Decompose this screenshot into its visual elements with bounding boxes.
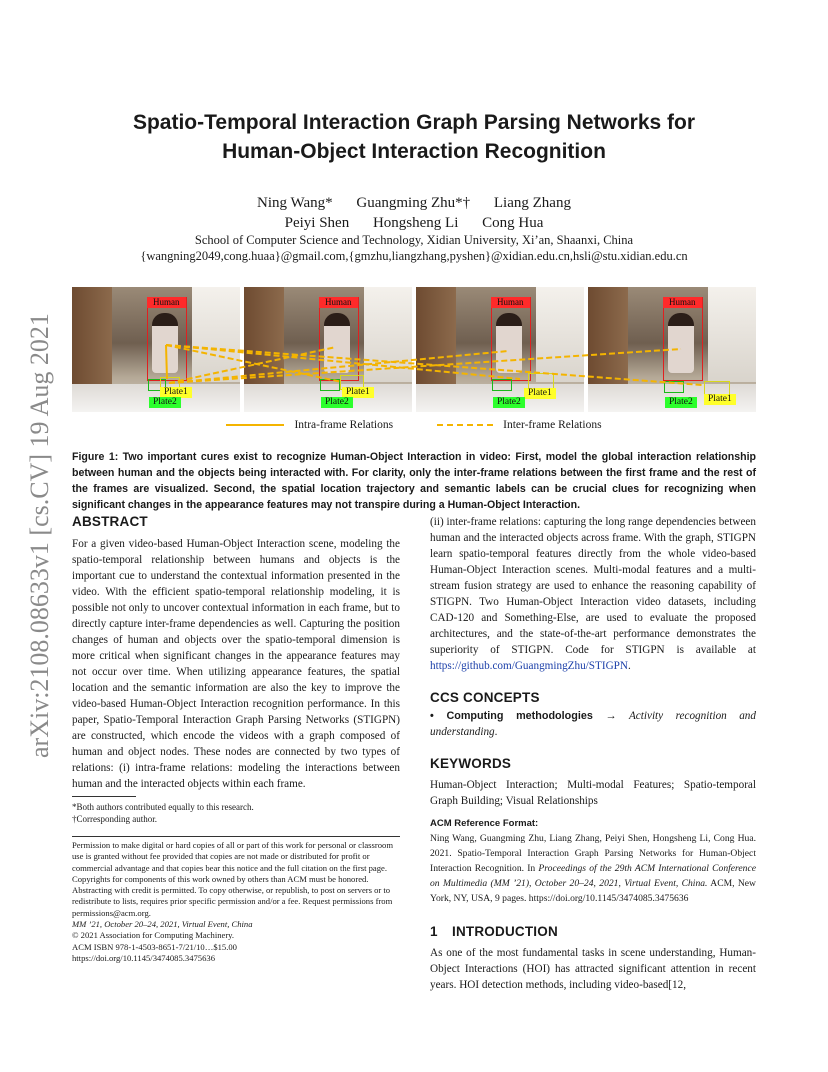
solid-line-swatch: [226, 424, 284, 426]
ccs-heading: CCS CONCEPTS: [430, 690, 540, 705]
author-name: Cong Hua: [482, 215, 544, 231]
video-frame: [416, 287, 584, 412]
author-list: [70, 193, 758, 233]
permission-text: Permission to make digital or hard copies of all or part of this work for personal or classroom use is granted without fee provided that copies are not made or distributed for profit or commercial advantage and that copies bear this notice and the full citation on the first page. Copyrights for components of this work owned by others than ACM must be honored. Abstracting with credit is permitted. To copy otherwise, or republish, to post on servers or to redistribute to lists, requires prior specific permission and/or a fee. Request permissions from permissions@acm.org.: [72, 840, 393, 918]
human-label: Human: [319, 297, 358, 308]
left-column: [72, 512, 400, 792]
abstract-text: For a given video-based Human-Object Interaction scene, modeling the spatio-temporal relationship between humans and objects is the important cue to understand the contextual information presented in the video. With the efficient spatio-temporal relationship modeling, it is possible not only to uncover contextual information in each frame, but to directly capture inter-frame dependencies as well. Capturing the position changes of human and objects over the spatio-temporal dimension is more critical when significant changes in the appearance features may not occur over time. When utilizing appearance features, the spatial location and the semantic information are also the key to improve the video-based Human-Object Interaction recognition performance. In this paper, Spatio-Temporal Interaction Graph Parsing Networks (STIGPN) are constructed, which encode the videos with a graph composed of human and object nodes. These nodes are connected by two types of relations: (i) intra-frame relations: modeling the interactions between human and the interacted objects within each frame.: [72, 538, 400, 790]
legend-inter-label: Inter-frame Relations: [503, 419, 602, 431]
plate2-label: Plate2: [665, 397, 697, 408]
plate2-bounding-box: [320, 379, 340, 391]
human-bounding-box: [663, 297, 703, 381]
doi-line: https://doi.org/10.1145/3474085.3475636: [72, 952, 215, 963]
abstract-end: .: [627, 660, 631, 672]
abstract-continued: [430, 514, 756, 674]
author-name: Ning Wang*: [257, 195, 333, 211]
right-column: [430, 514, 756, 993]
human-bounding-box: [147, 297, 187, 381]
ccs-arrow: →: [592, 710, 629, 722]
acm-reference-publisher: ACM, New York, NY, USA, 9 pages. https://doi.org/10.1145/3474085.3475636: [430, 878, 756, 904]
acm-reference-authors: Ning Wang, Guangming Zhu, Liang Zhang, Peiyi Shen, Hongsheng Li, Cong Hua. 2021. Spatio-Temporal Interaction Graph Parsing Networks for Human-Object Interaction Recognition. In: [430, 833, 756, 874]
introduction-heading: [430, 922, 756, 942]
plate1-bounding-box: [528, 373, 554, 389]
section-number: 1: [430, 924, 438, 939]
plate1-bounding-box: [704, 381, 730, 395]
human-label: Human: [491, 297, 530, 308]
plate2-bounding-box: [492, 379, 512, 391]
affiliation: School of Computer Science and Technology, Xidian University, Xi’an, Shaanxi, China: [194, 233, 634, 247]
acm-reference-venue: Proceedings of the 29th ACM International Conference on Multimedia (MM ’21), October 20–24, 2021, Virtual Event, China.: [430, 863, 756, 889]
keywords-heading: KEYWORDS: [430, 756, 512, 771]
ccs-category: • Computing methodologies: [430, 710, 593, 722]
video-frame: [72, 287, 240, 412]
ccs-item: Activity recognition and understanding: [430, 710, 756, 738]
legend-intra-label: Intra-frame Relations: [294, 419, 394, 431]
section-title: INTRODUCTION: [452, 924, 558, 939]
author-name: Liang Zhang: [493, 195, 571, 211]
video-frame: [244, 287, 412, 412]
human-bounding-box: [319, 297, 359, 381]
keywords-text: Human-Object Interaction; Multi-modal Features; Spatio-temporal Graph Building; Visual Relationships: [430, 779, 756, 807]
video-frame: [588, 287, 756, 412]
plate1-label: Plate1: [342, 387, 374, 398]
dashed-line-swatch: [437, 424, 493, 426]
copyright-line: © 2021 Association for Computing Machinery.: [72, 930, 235, 941]
video-frames-strip: [72, 287, 756, 412]
author-name: Guangming Zhu*†: [356, 195, 471, 211]
paper-title-line-1: Spatio-Temporal Interaction Graph Parsing Networks for: [132, 111, 696, 134]
author-name: Hongsheng Li: [372, 215, 459, 231]
legend-intra: [226, 419, 393, 431]
permission-block: [72, 836, 400, 964]
plate2-label: Plate2: [321, 397, 353, 408]
ccs-concept: [430, 708, 756, 740]
plate1-label: Plate1: [704, 394, 736, 405]
abstract-heading: ABSTRACT: [72, 514, 148, 529]
footnote-corresponding: †Corresponding author.: [72, 814, 157, 824]
human-label: Human: [147, 297, 186, 308]
author-row-1: [70, 193, 758, 213]
paper-title-line-2: Human-Object Interaction Recognition: [222, 140, 606, 163]
code-link[interactable]: https://github.com/GuangmingZhu/STIGPN: [430, 660, 628, 672]
introduction-text: As one of the most fundamental tasks in scene understanding, Human-Object Interactions (HOI) has attracted significant attention in recent years. HOI detection methods, including video-based[12,: [430, 947, 756, 991]
paper-title: [70, 108, 758, 166]
affiliation-block: [70, 232, 758, 264]
ccs-end: .: [494, 726, 498, 738]
abstract-continued-text: (ii) inter-frame relations: capturing the long range dependencies between human and the interacted objects across frame. With the graph, STIGPN learn spatio-temporal features directly from the whole video-based Human-Object Interaction scenes. Multi-modal features and a multi-stream fusion strategy are used to enhance the reasoning capability of STIGPN. Two Human-Object Interaction video datasets, including CAD-120 and Something-Else, are used to evaluate the proposed architectures, and the state-of-the-art performance demonstrates the superiority of STIGPN. Code for STIGPN is available at: [430, 516, 756, 656]
plate1-label: Plate1: [160, 387, 192, 398]
human-label: Human: [663, 297, 702, 308]
arxiv-stamp-text: arXiv:2108.08633v1 [cs.CV] 19 Aug 2021: [25, 313, 54, 758]
conference-line: MM ’21, October 20–24, 2021, Virtual Event, China: [72, 919, 253, 930]
legend-inter: [437, 419, 601, 431]
plate2-bounding-box: [664, 381, 684, 393]
author-emails: {wangning2049,cong.huaa}@gmail.com,{gmzhu,liangzhang,pyshen}@xidian.edu.cn,hsli@stu.xidian.edu.cn: [140, 249, 688, 263]
figure-caption: Figure 1: Two important cures exist to recognize Human-Object Interaction in video: First, model the global interaction relationship between human and the objects being interacted with. For clarity, only the inter-frame relations between the first frame and the rest of the frames are visualized. Second, the spatial location trajectory and semantic labels can be crucial clues for recognizing when significant changes in the appearance features may not transpire during a Human-Object Interaction.: [72, 451, 756, 511]
arxiv-stamp: [18, 280, 58, 760]
footnotes: [72, 796, 400, 825]
figure-1: [72, 287, 756, 431]
acm-reference-text: [430, 831, 756, 906]
plate1-label: Plate1: [524, 388, 556, 399]
author-row-2: [70, 213, 758, 233]
author-name: Peiyi Shen: [284, 215, 350, 231]
human-bounding-box: [491, 297, 531, 381]
footnote-equal-contribution: *Both authors contributed equally to this research.: [72, 802, 254, 812]
plate2-label: Plate2: [149, 397, 181, 408]
isbn-line: ACM ISBN 978-1-4503-8651-7/21/10…$15.00: [72, 941, 237, 952]
figure-legend: [72, 419, 756, 431]
acm-reference-heading: ACM Reference Format:: [430, 818, 539, 829]
plate2-label: Plate2: [493, 397, 525, 408]
